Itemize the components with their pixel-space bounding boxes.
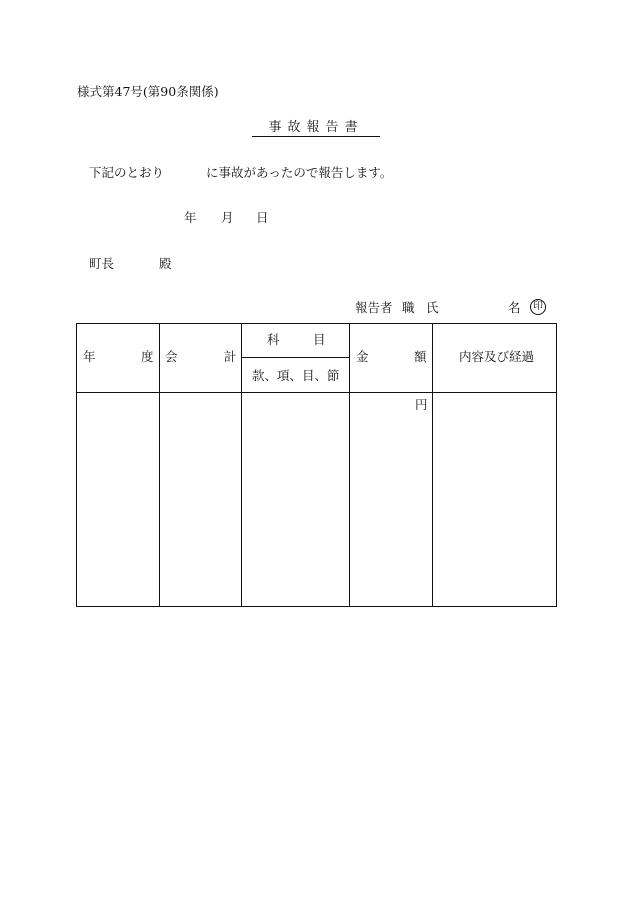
reporter-name-label: 名 xyxy=(508,300,521,315)
header-year-a: 年 xyxy=(83,349,96,364)
table-header-divider xyxy=(76,392,557,393)
date-day-label: 日 xyxy=(256,210,269,225)
reporter-surname-label: 氏 xyxy=(426,300,439,315)
header-amount-b: 額 xyxy=(414,349,427,364)
header-account-b: 計 xyxy=(224,349,237,364)
header-amount-a: 金 xyxy=(356,349,369,364)
header-details: 内容及び経過 xyxy=(459,349,535,364)
page-title: 事故報告書 xyxy=(252,121,380,137)
addressee-honorific: 殿 xyxy=(159,256,172,271)
addressee-title: 町長 xyxy=(89,256,115,271)
table-divider xyxy=(241,323,242,607)
header-subject-a: 科 xyxy=(267,332,280,347)
seal-mark: 印 xyxy=(530,299,546,315)
amount-unit: 円 xyxy=(415,397,428,412)
intro-text-start: 下記のとおり xyxy=(89,165,165,180)
reporter-label: 報告者 xyxy=(355,300,393,315)
header-year-b: 度 xyxy=(141,349,154,364)
header-subject-sub: 款、項、目、節 xyxy=(252,368,340,383)
reporter-position-label: 職 xyxy=(402,300,415,315)
table-divider xyxy=(432,323,433,607)
form-number: 様式第47号(第90条関係) xyxy=(77,84,219,99)
header-subject-b: 目 xyxy=(313,332,326,347)
header-account-a: 会 xyxy=(165,349,178,364)
intro-text-end: に事故があったので報告します。 xyxy=(206,165,393,180)
table-divider xyxy=(159,323,160,607)
date-year-label: 年 xyxy=(184,210,197,225)
table-divider xyxy=(241,357,349,358)
date-month-label: 月 xyxy=(221,210,234,225)
table-border xyxy=(76,323,557,607)
table-divider xyxy=(349,323,350,607)
